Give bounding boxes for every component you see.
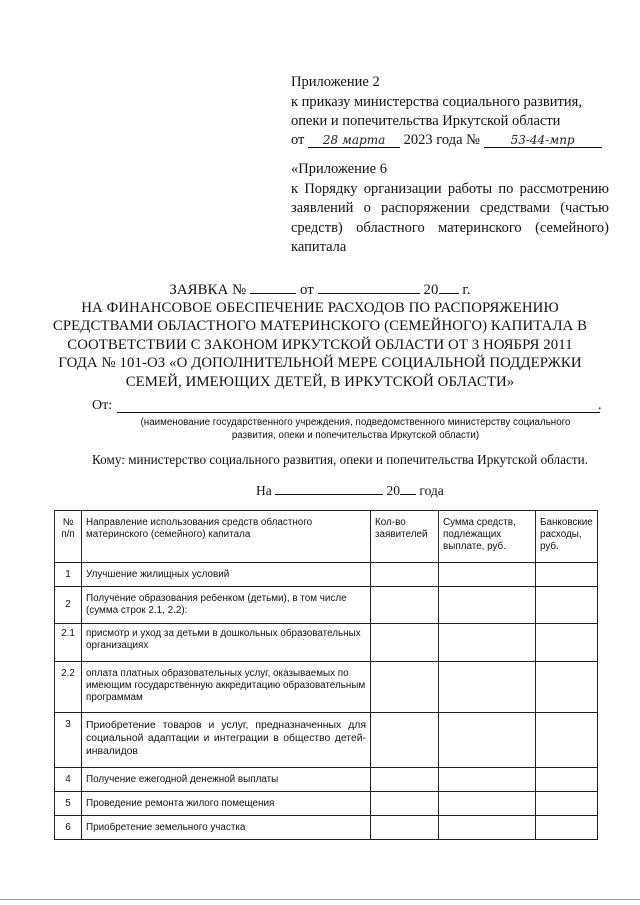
row-text: Улучшение жилищных условий: [82, 563, 371, 587]
from-note: (наименование государственного учреждения, подведомственного министерству социального развития, опеки и попечительства Иркутской области): [140, 417, 571, 441]
page-edge: [0, 899, 640, 900]
header-direction: Направление использования средств областного материнского (семейного) капитала: [82, 511, 371, 563]
header-sum: Сумма средств, подлежащих выплате, руб.: [439, 511, 536, 563]
appendix-label: Приложение 2: [291, 74, 380, 90]
order-date-line: [291, 131, 602, 150]
application-number-line: [22, 280, 618, 300]
from-prefix: от: [291, 132, 305, 148]
table-row: [55, 713, 598, 768]
count-cell[interactable]: [371, 713, 439, 768]
row-num: 2.2: [55, 662, 82, 713]
na-year-blank[interactable]: [400, 481, 416, 495]
sum-cell[interactable]: [439, 816, 536, 840]
table-row: [55, 563, 598, 587]
row-text: Проведение ремонта жилого помещения: [82, 792, 371, 816]
title-line-4: ГОДА № 101-ОЗ «О ДОПОЛНИТЕЛЬНОЙ МЕРЕ СОЦИАЛЬНОЙ ПОДДЕРЖКИ: [58, 355, 582, 371]
number-blank[interactable]: [250, 280, 296, 294]
table-row: [55, 624, 598, 662]
sum-cell[interactable]: [439, 624, 536, 662]
na-year: 20: [386, 483, 400, 498]
order-line-1: к приказу министерства социального развития,: [291, 94, 582, 110]
row-num: 3: [55, 713, 82, 768]
table-row: [55, 816, 598, 840]
row-text: Получение ежегодной денежной выплаты: [82, 768, 371, 792]
sum-cell[interactable]: [439, 792, 536, 816]
zayavka-label: ЗАЯВКА №: [169, 282, 247, 298]
table-row: [55, 662, 598, 713]
bank-cell[interactable]: [536, 792, 598, 816]
from-label: От:: [92, 398, 113, 413]
sum-cell[interactable]: [439, 713, 536, 768]
bank-cell[interactable]: [536, 713, 598, 768]
title-line-1: НА ФИНАНСОВОЕ ОБЕСПЕЧЕНИЕ РАСХОДОВ ПО РАСПОРЯЖЕНИЮ: [81, 300, 559, 316]
table-row: [55, 768, 598, 792]
bank-cell[interactable]: [536, 768, 598, 792]
na-suffix: года: [419, 483, 444, 498]
bank-cell[interactable]: [536, 563, 598, 587]
count-cell[interactable]: [371, 563, 439, 587]
g-label: г.: [462, 282, 471, 298]
bank-cell[interactable]: [536, 816, 598, 840]
bank-cell[interactable]: [536, 662, 598, 713]
row-num: 2.1: [55, 624, 82, 662]
from-dot: .: [598, 398, 602, 413]
period-line: [256, 481, 444, 499]
header-count: Кол-во заявителей: [371, 511, 439, 563]
count-cell[interactable]: [371, 768, 439, 792]
expenses-table: [54, 510, 598, 840]
period-blank[interactable]: [275, 481, 383, 495]
title-line-5: СЕМЕЙ, ИМЕЮЩИХ ДЕТЕЙ, В ИРКУТСКОЙ ОБЛАСТИ»: [125, 374, 515, 390]
to-line: Кому: министерство социального развития, опеки и попечительства Иркутской области.: [92, 452, 588, 467]
title-line-3: СООТВЕТСТВИИ С ЗАКОНОМ ИРКУТСКОЙ ОБЛАСТИ ОТ 3 НОЯБРЯ 2011: [67, 337, 573, 353]
header-num: № п/п: [55, 511, 82, 563]
row-text: присмотр и уход за детьми в дошкольных образовательных организациях: [82, 624, 371, 662]
order-year-text: 2023 года №: [403, 132, 480, 148]
appendix6-block: [291, 160, 609, 258]
count-cell[interactable]: [371, 587, 439, 624]
count-cell[interactable]: [371, 662, 439, 713]
from-field[interactable]: [117, 412, 600, 413]
row-num: 6: [55, 816, 82, 840]
appendix6-text: к Порядку организации работы по рассмотрению заявлений о распоряжении средствами (частью средств) областного материнского (семейного) капитала: [291, 180, 609, 255]
row-text: Получение образования ребенком (детьми), в том числе (сумма строк 2.1, 2.2):: [82, 587, 371, 624]
year-prefix: 20: [423, 282, 439, 298]
count-cell[interactable]: [371, 816, 439, 840]
row-num: 2: [55, 587, 82, 624]
ot-label: от: [300, 282, 314, 298]
row-num: 4: [55, 768, 82, 792]
na-label: На: [256, 483, 272, 498]
sum-cell[interactable]: [439, 662, 536, 713]
sum-cell[interactable]: [439, 768, 536, 792]
order-line-2: опеки и попечительства Иркутской области: [291, 113, 561, 129]
date-blank[interactable]: [318, 280, 420, 294]
handwritten-number: 53-44-мпр: [484, 133, 602, 148]
row-text: оплата платных образовательных услуг, оказываемых по имеющим государственную аккредитацию образовательным программам: [82, 662, 371, 713]
row-text: Приобретение товаров и услуг, предназначенных для социальной адаптации и интеграции в общество детей-инвалидов: [82, 713, 371, 768]
header-bank: Банковские расходы, руб.: [536, 511, 598, 563]
row-text: Приобретение земельного участка: [82, 816, 371, 840]
count-cell[interactable]: [371, 624, 439, 662]
table-header-row: [55, 511, 598, 563]
title-line-2: СРЕДСТВАМИ ОБЛАСТНОГО МАТЕРИНСКОГО (СЕМЕЙНОГО) КАПИТАЛА В: [52, 318, 588, 334]
row-num: 5: [55, 792, 82, 816]
bank-cell[interactable]: [536, 624, 598, 662]
year-blank[interactable]: [439, 280, 459, 294]
appendix6-title: «Приложение 6: [291, 161, 387, 177]
handwritten-date: 28 марта: [308, 133, 400, 148]
sum-cell[interactable]: [439, 587, 536, 624]
table-row: [55, 587, 598, 624]
count-cell[interactable]: [371, 792, 439, 816]
table-row: [55, 792, 598, 816]
bank-cell[interactable]: [536, 587, 598, 624]
sum-cell[interactable]: [439, 563, 536, 587]
row-num: 1: [55, 563, 82, 587]
